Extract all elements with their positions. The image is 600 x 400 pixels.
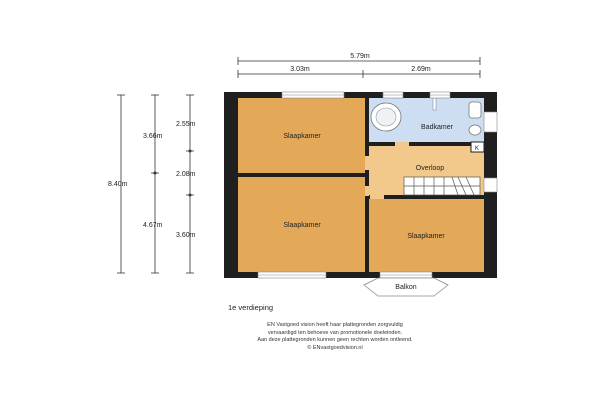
floor-label: 1e verdieping bbox=[228, 303, 274, 312]
room-label-landing: Overloop bbox=[415, 165, 445, 172]
disclaimer-line: Aan deze plattegronden kunnen geen rechten worden ontleend. bbox=[257, 337, 413, 344]
top-dimensions bbox=[238, 57, 480, 78]
sink-icon bbox=[469, 102, 481, 118]
disclaimer-line: © ENvastgoedvision.nl bbox=[307, 344, 363, 351]
dim-left-inner-top: 2.55m bbox=[176, 121, 196, 128]
dim-left-mid-bottom: 4.67m bbox=[143, 222, 163, 229]
dim-top-left: 3.03m bbox=[290, 66, 310, 73]
room-label-bedroom-bottom-left: Slaapkamer bbox=[283, 222, 321, 229]
disclaimer-line: vervaardigd ten behoeve van promotionele doeleinden. bbox=[267, 329, 403, 336]
dim-left-mid-top: 3.66m bbox=[143, 133, 163, 140]
dim-top-right: 2.69m bbox=[411, 66, 431, 73]
room-label-bedroom-top-left: Slaapkamer bbox=[283, 133, 321, 140]
dim-top-total: 5.79m bbox=[350, 53, 370, 60]
dim-left-inner-mid: 2.08m bbox=[176, 171, 196, 178]
disclaimer bbox=[200, 322, 470, 352]
room-label-cupboard: K bbox=[474, 146, 480, 152]
room-label-balcony: Balkon bbox=[395, 284, 417, 291]
room-label-bathroom: Badkamer bbox=[421, 124, 453, 131]
staircase bbox=[404, 177, 480, 195]
dim-left-inner-bottom: 3.60m bbox=[176, 232, 196, 239]
dim-left-total: 8.40m bbox=[108, 181, 128, 188]
room-label-bedroom-right: Slaapkamer bbox=[407, 233, 445, 240]
toilet-icon bbox=[469, 125, 481, 135]
disclaimer-line: EN Vastgoed vision heeft haar plattegronden zorgvuldig bbox=[267, 322, 403, 328]
